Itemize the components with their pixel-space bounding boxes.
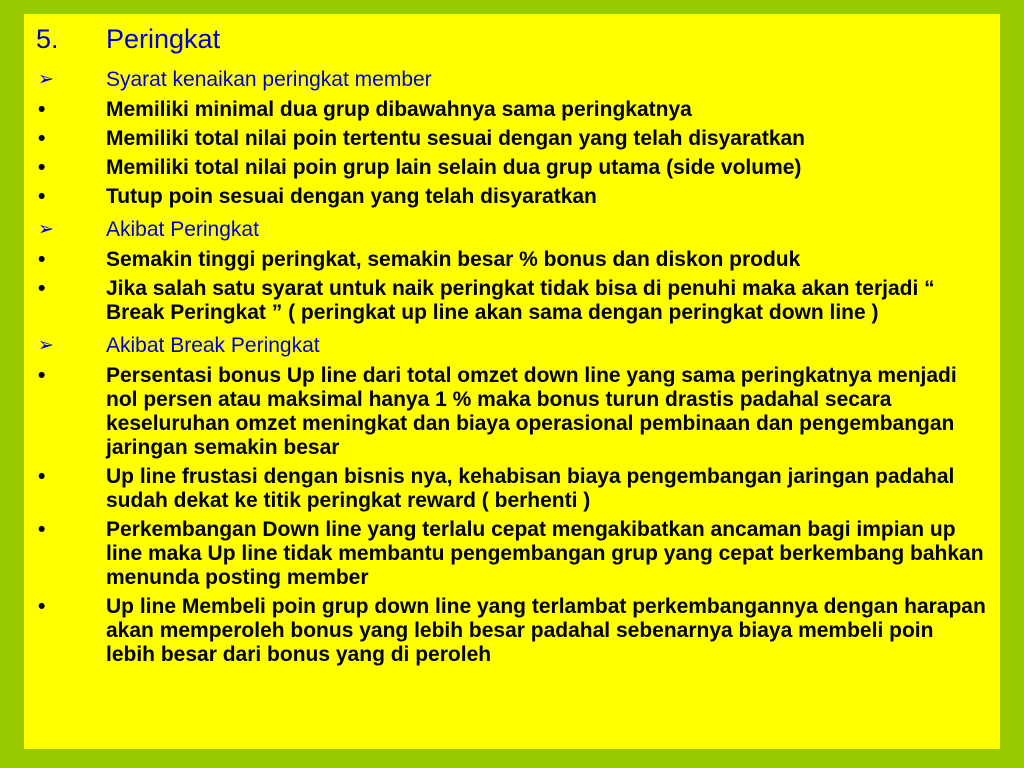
list-item-text: Perkembangan Down line yang terlalu cepat mengakibatkan ancaman bagi impian up line maka Up line tidak membantu pengembangan grup yang cepat berkembang bahkan menunda posting member [106, 518, 984, 589]
section-akibat-break-peringkat [36, 334, 996, 667]
slide-content [36, 68, 996, 676]
arrow-bullet-icon: ➢ [38, 69, 54, 90]
section-syarat [36, 68, 996, 209]
list-item [36, 518, 996, 590]
list-item-text: Memiliki total nilai poin tertentu sesuai dengan yang telah disyaratkan [106, 127, 805, 150]
bullet-icon: • [38, 595, 46, 618]
list-item [36, 156, 996, 180]
list-item-text: Up line Membeli poin grup down line yang terlambat perkembangannya dengan harapan akan memperoleh bonus yang lebih besar padahal sebenarnya biaya membeli poin lebih besar dari bonus yang di peroleh [106, 595, 986, 666]
section-heading [36, 334, 996, 358]
bullet-icon: • [38, 156, 46, 179]
list-item [36, 465, 996, 513]
bullet-icon: • [38, 364, 46, 387]
bullet-icon: • [38, 465, 46, 488]
list-item-text: Jika salah satu syarat untuk naik peringkat tidak bisa di penuhi maka akan terjadi “ Break Peringkat ” ( peringkat up line akan sama dengan peringkat down line ) [106, 277, 935, 324]
slide-title [36, 24, 220, 54]
bullet-icon: • [38, 185, 46, 208]
arrow-bullet-icon: ➢ [38, 335, 54, 356]
list-item-text: Persentasi bonus Up line dari total omzet down line yang sama peringkatnya menjadi nol persen atau maksimal hanya 1 % maka bonus turun drastis padahal secara keseluruhan omzet meningkat dan biaya operasional pembinaan dan pengembangan jaringan semakin besar [106, 364, 957, 459]
bullet-icon: • [38, 248, 46, 271]
section-heading-text: Akibat Break Peringkat [106, 334, 320, 357]
arrow-bullet-icon: ➢ [38, 219, 54, 240]
section-heading-text: Syarat kenaikan peringkat member [106, 68, 432, 91]
bullet-icon: • [38, 127, 46, 150]
list-item-text: Memiliki minimal dua grup dibawahnya sama peringkatnya [106, 98, 692, 121]
list-item [36, 277, 996, 325]
bullet-icon: • [38, 98, 46, 121]
list-item [36, 127, 996, 151]
list-item-text: Semakin tinggi peringkat, semakin besar % bonus dan diskon produk [106, 248, 801, 271]
list-item [36, 595, 996, 667]
list-item-text: Tutup poin sesuai dengan yang telah disyaratkan [106, 185, 597, 208]
slide-number: 5. [36, 24, 59, 54]
section-heading [36, 68, 996, 92]
bullet-icon: • [38, 277, 46, 300]
slide-title-text: Peringkat [106, 24, 221, 54]
slide [24, 14, 1000, 749]
section-heading [36, 218, 996, 242]
list-item [36, 364, 996, 460]
list-item-text: Memiliki total nilai poin grup lain selain dua grup utama (side volume) [106, 156, 802, 179]
list-item [36, 185, 996, 209]
section-akibat-peringkat [36, 218, 996, 325]
list-item-text: Up line frustasi dengan bisnis nya, kehabisan biaya pengembangan jaringan padahal sudah dekat ke titik peringkat reward ( berhenti ) [106, 465, 955, 512]
section-heading-text: Akibat Peringkat [106, 218, 259, 241]
list-item [36, 248, 996, 272]
list-item [36, 98, 996, 122]
bullet-icon: • [38, 518, 46, 541]
